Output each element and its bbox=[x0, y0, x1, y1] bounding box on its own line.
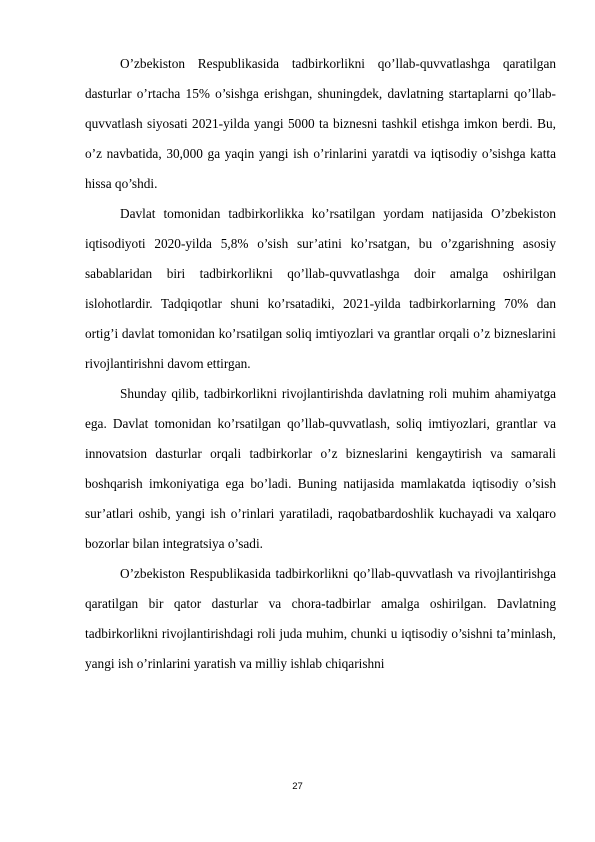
document-page bbox=[85, 49, 556, 679]
paragraph-2: Davlat tomonidan tadbirkorlikka ko’rsatilgan yordam natijasida O’zbekiston iqtisodiyoti 2020-yilda 5,8% o’sish sur’atini ko’rsatgan, bu o’zgarishning asosiy sabablaridan biri tadbirkorlikni qo’llab-quvvatlashga doir amalga oshirilgan islohotlardir. Tadqiqotlar shuni ko’rsatadiki, 2021-yilda tadbirkorlarning 70% dan ortig’i davlat tomonidan ko’rsatilgan soliq imtiyozlari va grantlar orqali o’z bizneslarini rivojlantirishni davom ettirgan. bbox=[85, 206, 556, 371]
page-number: 27 bbox=[292, 781, 303, 792]
paragraph-3: Shunday qilib, tadbirkorlikni rivojlantirishda davlatning roli muhim ahamiyatga ega. Davlat tomonidan ko’rsatilgan qo’llab-quvvatlash, soliq imtiyozlari, grantlar va innovatsion dasturlar orqali tadbirkorlar o’z bizneslarini kengaytirish va samarali boshqarish imkoniyatiga ega bo’ladi. Buning natijasida mamlakatda iqtisodiy o’sish sur’atlari oshib, yangi ish o’rinlari yaratiladi, raqobatbardoshlik kuchayadi va xalqaro bozorlar bilan integratsiya o’sadi. bbox=[85, 386, 556, 551]
paragraph-4: O’zbekiston Respublikasida tadbirkorlikni qo’llab-quvvatlash va rivojlantirishga qaratilgan bir qator dasturlar va chora-tadbirlar amalga oshirilgan. Davlatning tadbirkorlikni rivojlantirishdagi roli juda muhim, chunki u iqtisodiy o’sishni ta’minlash, yangi ish o’rinlarini yaratish va milliy ishlab chiqarishni bbox=[85, 566, 556, 671]
paragraph-1: O’zbekiston Respublikasida tadbirkorlikni qo’llab-quvvatlashga qaratilgan dasturlar o’rtacha 15% o’sishga erishgan, shuningdek, davlatning startaplarni qo’llab-quvvatlash siyosati 2021-yilda yangi 5000 ta biznesni tashkil etishga imkon berdi. Bu, o’z navbatida, 30,000 ga yaqin yangi ish o’rinlarini yaratdi va iqtisodiy o’sishga katta hissa qo’shdi. bbox=[85, 56, 556, 191]
